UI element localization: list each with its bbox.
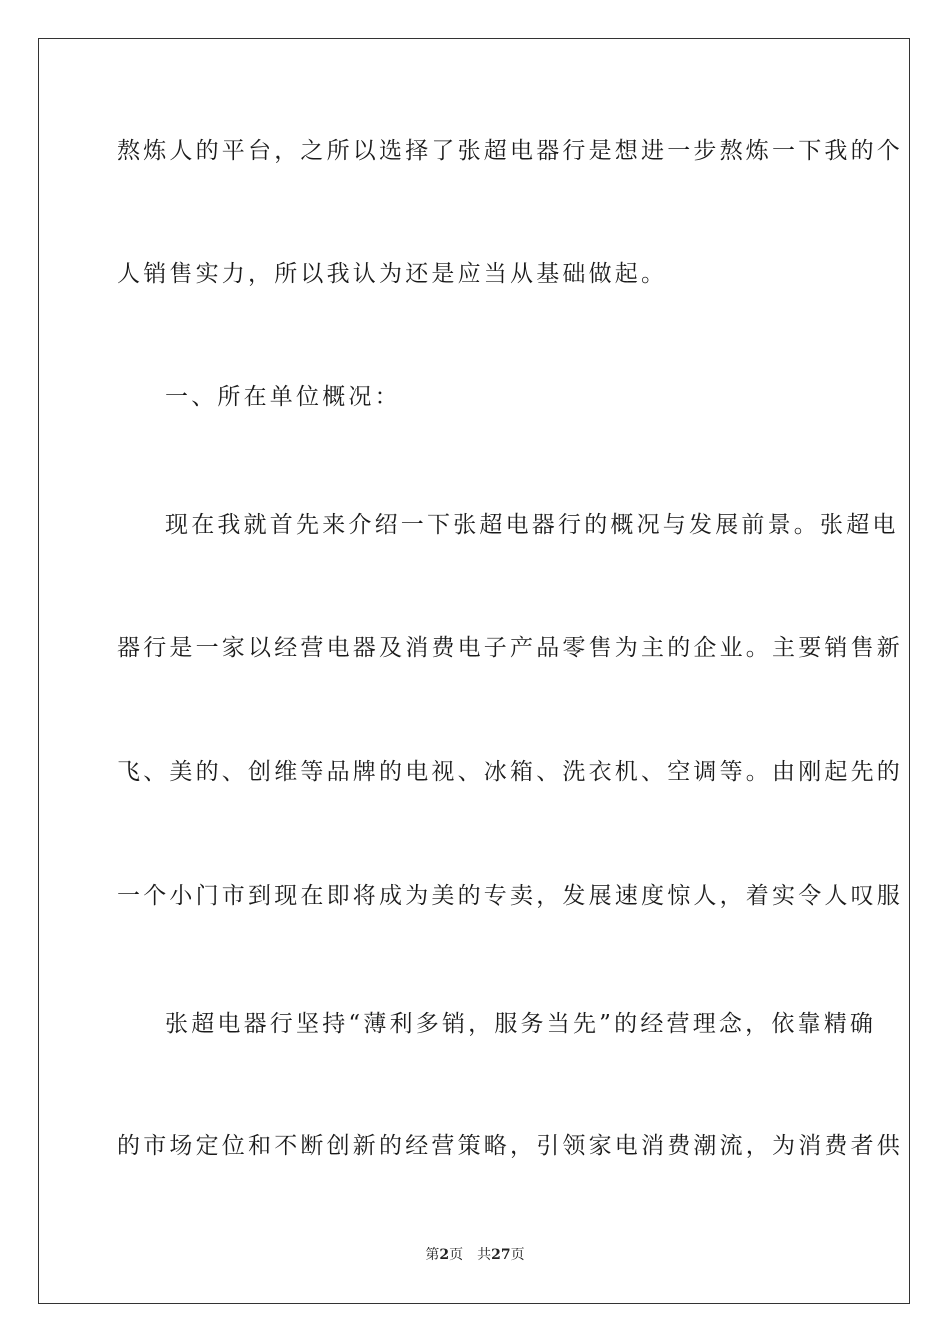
- page-border: [38, 38, 910, 1304]
- section-heading: 一、所在单位概况：: [165, 384, 401, 410]
- body-line-6: 一个小门市到现在即将成为美的专卖，发展速度惊人，着实令人叹服: [117, 883, 903, 909]
- page-footer: [0, 1246, 950, 1264]
- total-suffix: 页: [510, 1247, 525, 1263]
- body-line-4: 器行是一家以经营电器及消费电子产品零售为主的企业。主要销售新: [117, 635, 903, 661]
- page-number: 2: [439, 1247, 450, 1263]
- total-pages: 27: [491, 1247, 511, 1263]
- body-line-2: 人销售实力，所以我认为还是应当从基础做起。: [117, 261, 668, 287]
- body-line-3: 现在我就首先来介绍一下张超电器行的概况与发展前景。张超电: [165, 512, 899, 538]
- page-prefix: 第: [425, 1247, 440, 1263]
- total-prefix: 共: [477, 1247, 492, 1263]
- body-line-8: 的市场定位和不断创新的经营策略，引领家电消费潮流，为消费者供: [117, 1133, 903, 1159]
- body-line-1: 熬炼人的平台，之所以选择了张超电器行是想进一步熬炼一下我的个: [117, 138, 903, 164]
- body-line-7: 张超电器行坚持“薄利多销，服务当先”的经营理念，依靠精确: [165, 1011, 877, 1037]
- body-line-5: 飞、美的、创维等品牌的电视、冰箱、洗衣机、空调等。由刚起先的: [117, 759, 903, 785]
- page-suffix: 页: [449, 1247, 464, 1263]
